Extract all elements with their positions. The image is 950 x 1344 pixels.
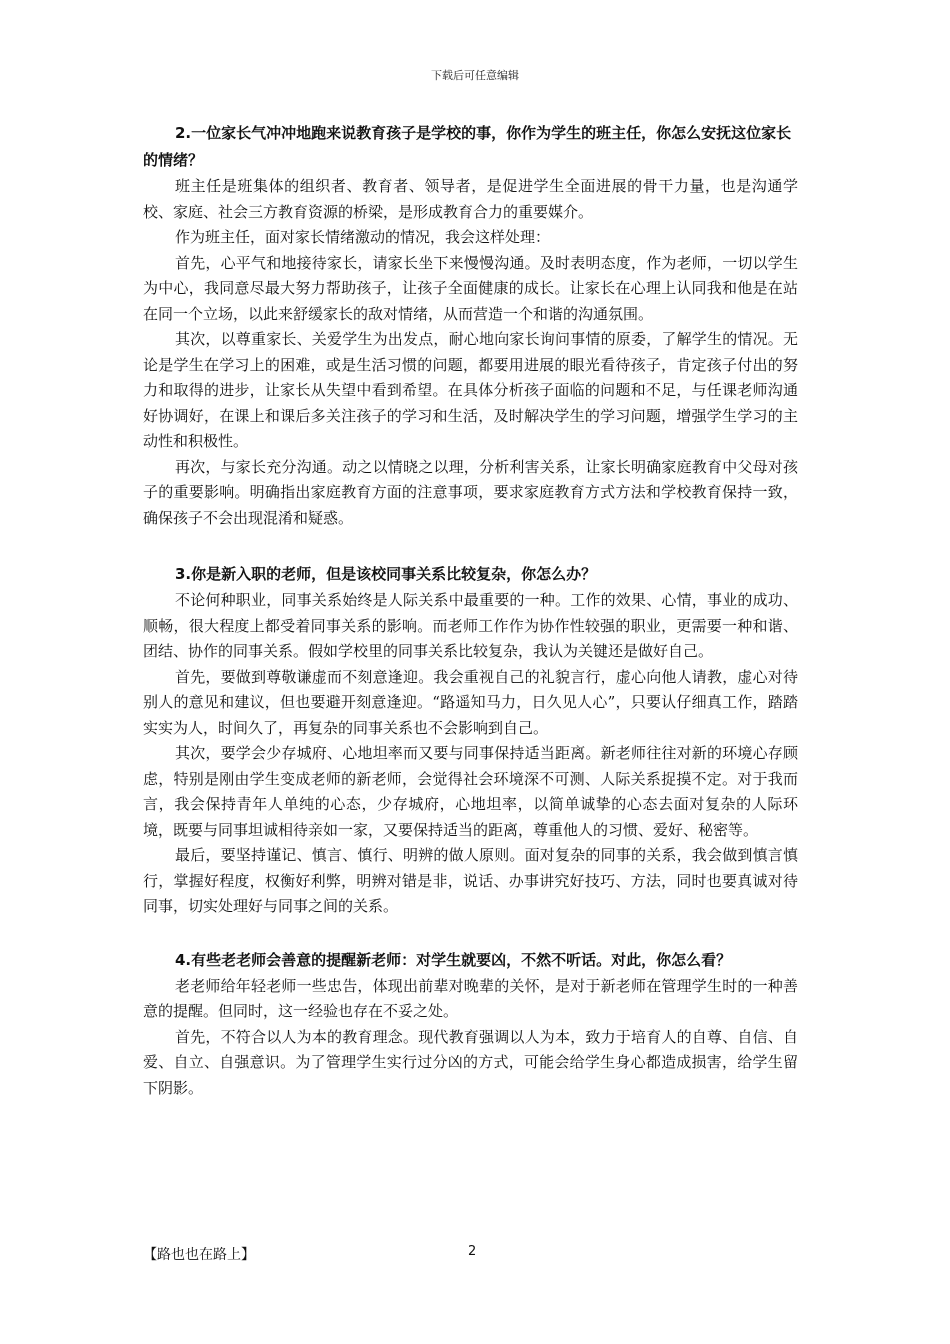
document-body bbox=[143, 120, 798, 1101]
paragraph: 其次，要学会少存城府、心地坦率而又要与同事保持适当距离。新老师往往对新的环境心存顾虑，特别是刚由学生变成老师的新老师，会觉得社会环境深不可测、人际关系捉摸不定。对于我而言，我会保持青年人单纯的心态，少存城府，心地坦率，以简单诚挚的心态去面对复杂的人际环境，既要与同事坦诚相待亲如一家，又要保持适当的距离，尊重他人的习惯、爱好、秘密等。 bbox=[143, 744, 798, 839]
question-heading: 4.有些老老师会善意的提醒新老师：对学生就要凶，不然不听话。对此，你怎么看？ bbox=[175, 950, 732, 969]
paragraph: 班主任是班集体的组织者、教育者、领导者，是促进学生全面进展的骨干力量，也是沟通学校、家庭、社会三方教育资源的桥梁，是形成教育合力的重要媒介。 bbox=[143, 177, 798, 221]
question-heading: 2.一位家长气冲冲地跑来说教育孩子是学校的事，你作为学生的班主任，你怎么安抚这位家长的情绪？ bbox=[143, 124, 792, 169]
question-heading: 3.你是新入职的老师，但是该校同事关系比较复杂，你怎么办？ bbox=[175, 565, 597, 583]
section-q2 bbox=[143, 120, 798, 531]
paragraph: 首先，要做到尊敬谦虚而不刻意逢迎。我会重视自己的礼貌言行，虚心向他人请教，虚心对待别人的意见和建议，但也要避开刻意逢迎。“路遥知马力，日久见人心”，只要认仔细真工作，踏踏实实为人，时间久了，再复杂的同事关系也不会影响到自己。 bbox=[143, 667, 798, 737]
paragraph: 其次，以尊重家长、关爱学生为出发点，耐心地向家长询问事情的原委，了解学生的情况。无论是学生在学习上的困难，或是生活习惯的问题，都要用进展的眼光看待孩子，肯定孩子付出的努力和取得的进步，让家长从失望中看到希望。在具体分析孩子面临的问题和不足，与任课老师沟通好协调好，在课上和课后多关注孩子的学习和生活，及时解决学生的学习问题，增强学生学习的主动性和积极性。 bbox=[143, 330, 798, 450]
paragraph: 首先，不符合以人为本的教育理念。现代教育强调以人为本，致力于培育人的自尊、自信、自爱、自立、自强意识。为了管理学生实行过分凶的方式，可能会给学生身心都造成损害，给学生留下阴影。 bbox=[143, 1027, 798, 1097]
paragraph: 老老师给年轻老师一些忠告，体现出前辈对晚辈的关怀，是对于新老师在管理学生时的一种善意的提醒。但同时，这一经验也存在不妥之处。 bbox=[143, 976, 798, 1020]
paragraph: 再次，与家长充分沟通。动之以情晓之以理，分析利害关系，让家长明确家庭教育中父母对孩子的重要影响。明确指出家庭教育方面的注意事项，要求家庭教育方式方法和学校教育保持一致，确保孩子不会出现混淆和疑惑。 bbox=[143, 457, 798, 527]
section-q3 bbox=[143, 561, 798, 920]
paragraph: 作为班主任，面对家长情绪激动的情况，我会这样处理： bbox=[175, 228, 551, 246]
footer-note: 【路也也在路上】 bbox=[143, 1247, 255, 1263]
paragraph: 首先，心平气和地接待家长，请家长坐下来慢慢沟通。及时表明态度，作为老师，一切以学生为中心，我同意尽最大努力帮助孩子，让孩子全面健康的成长。让家长在心理上认同我和他是在站在同一个立场，以此来舒缓家长的敌对情绪，从而营造一个和谐的沟通氛围。 bbox=[143, 253, 798, 323]
page-header: 下载后可任意编辑 bbox=[431, 69, 519, 82]
section-q4 bbox=[143, 947, 798, 1102]
section-spacer bbox=[143, 920, 798, 947]
page-number: 2 bbox=[468, 1244, 477, 1259]
paragraph: 最后，要坚持谨记、慎言、慎行、明辨的做人原则。面对复杂的同事的关系，我会做到慎言慎行，掌握好程度，权衡好利弊，明辨对错是非，说话、办事讲究好技巧、方法，同时也要真诚对待同事，切实处理好与同事之间的关系。 bbox=[143, 846, 798, 915]
paragraph: 不论何种职业，同事关系始终是人际关系中最重要的一种。工作的效果、心情，事业的成功、顺畅，很大程度上都受着同事关系的影响。而老师工作作为协作性较强的职业，更需要一种和谐、团结、协作的同事关系。假如学校里的同事关系比较复杂，我认为关键还是做好自己。 bbox=[143, 591, 798, 660]
section-spacer bbox=[143, 531, 798, 561]
